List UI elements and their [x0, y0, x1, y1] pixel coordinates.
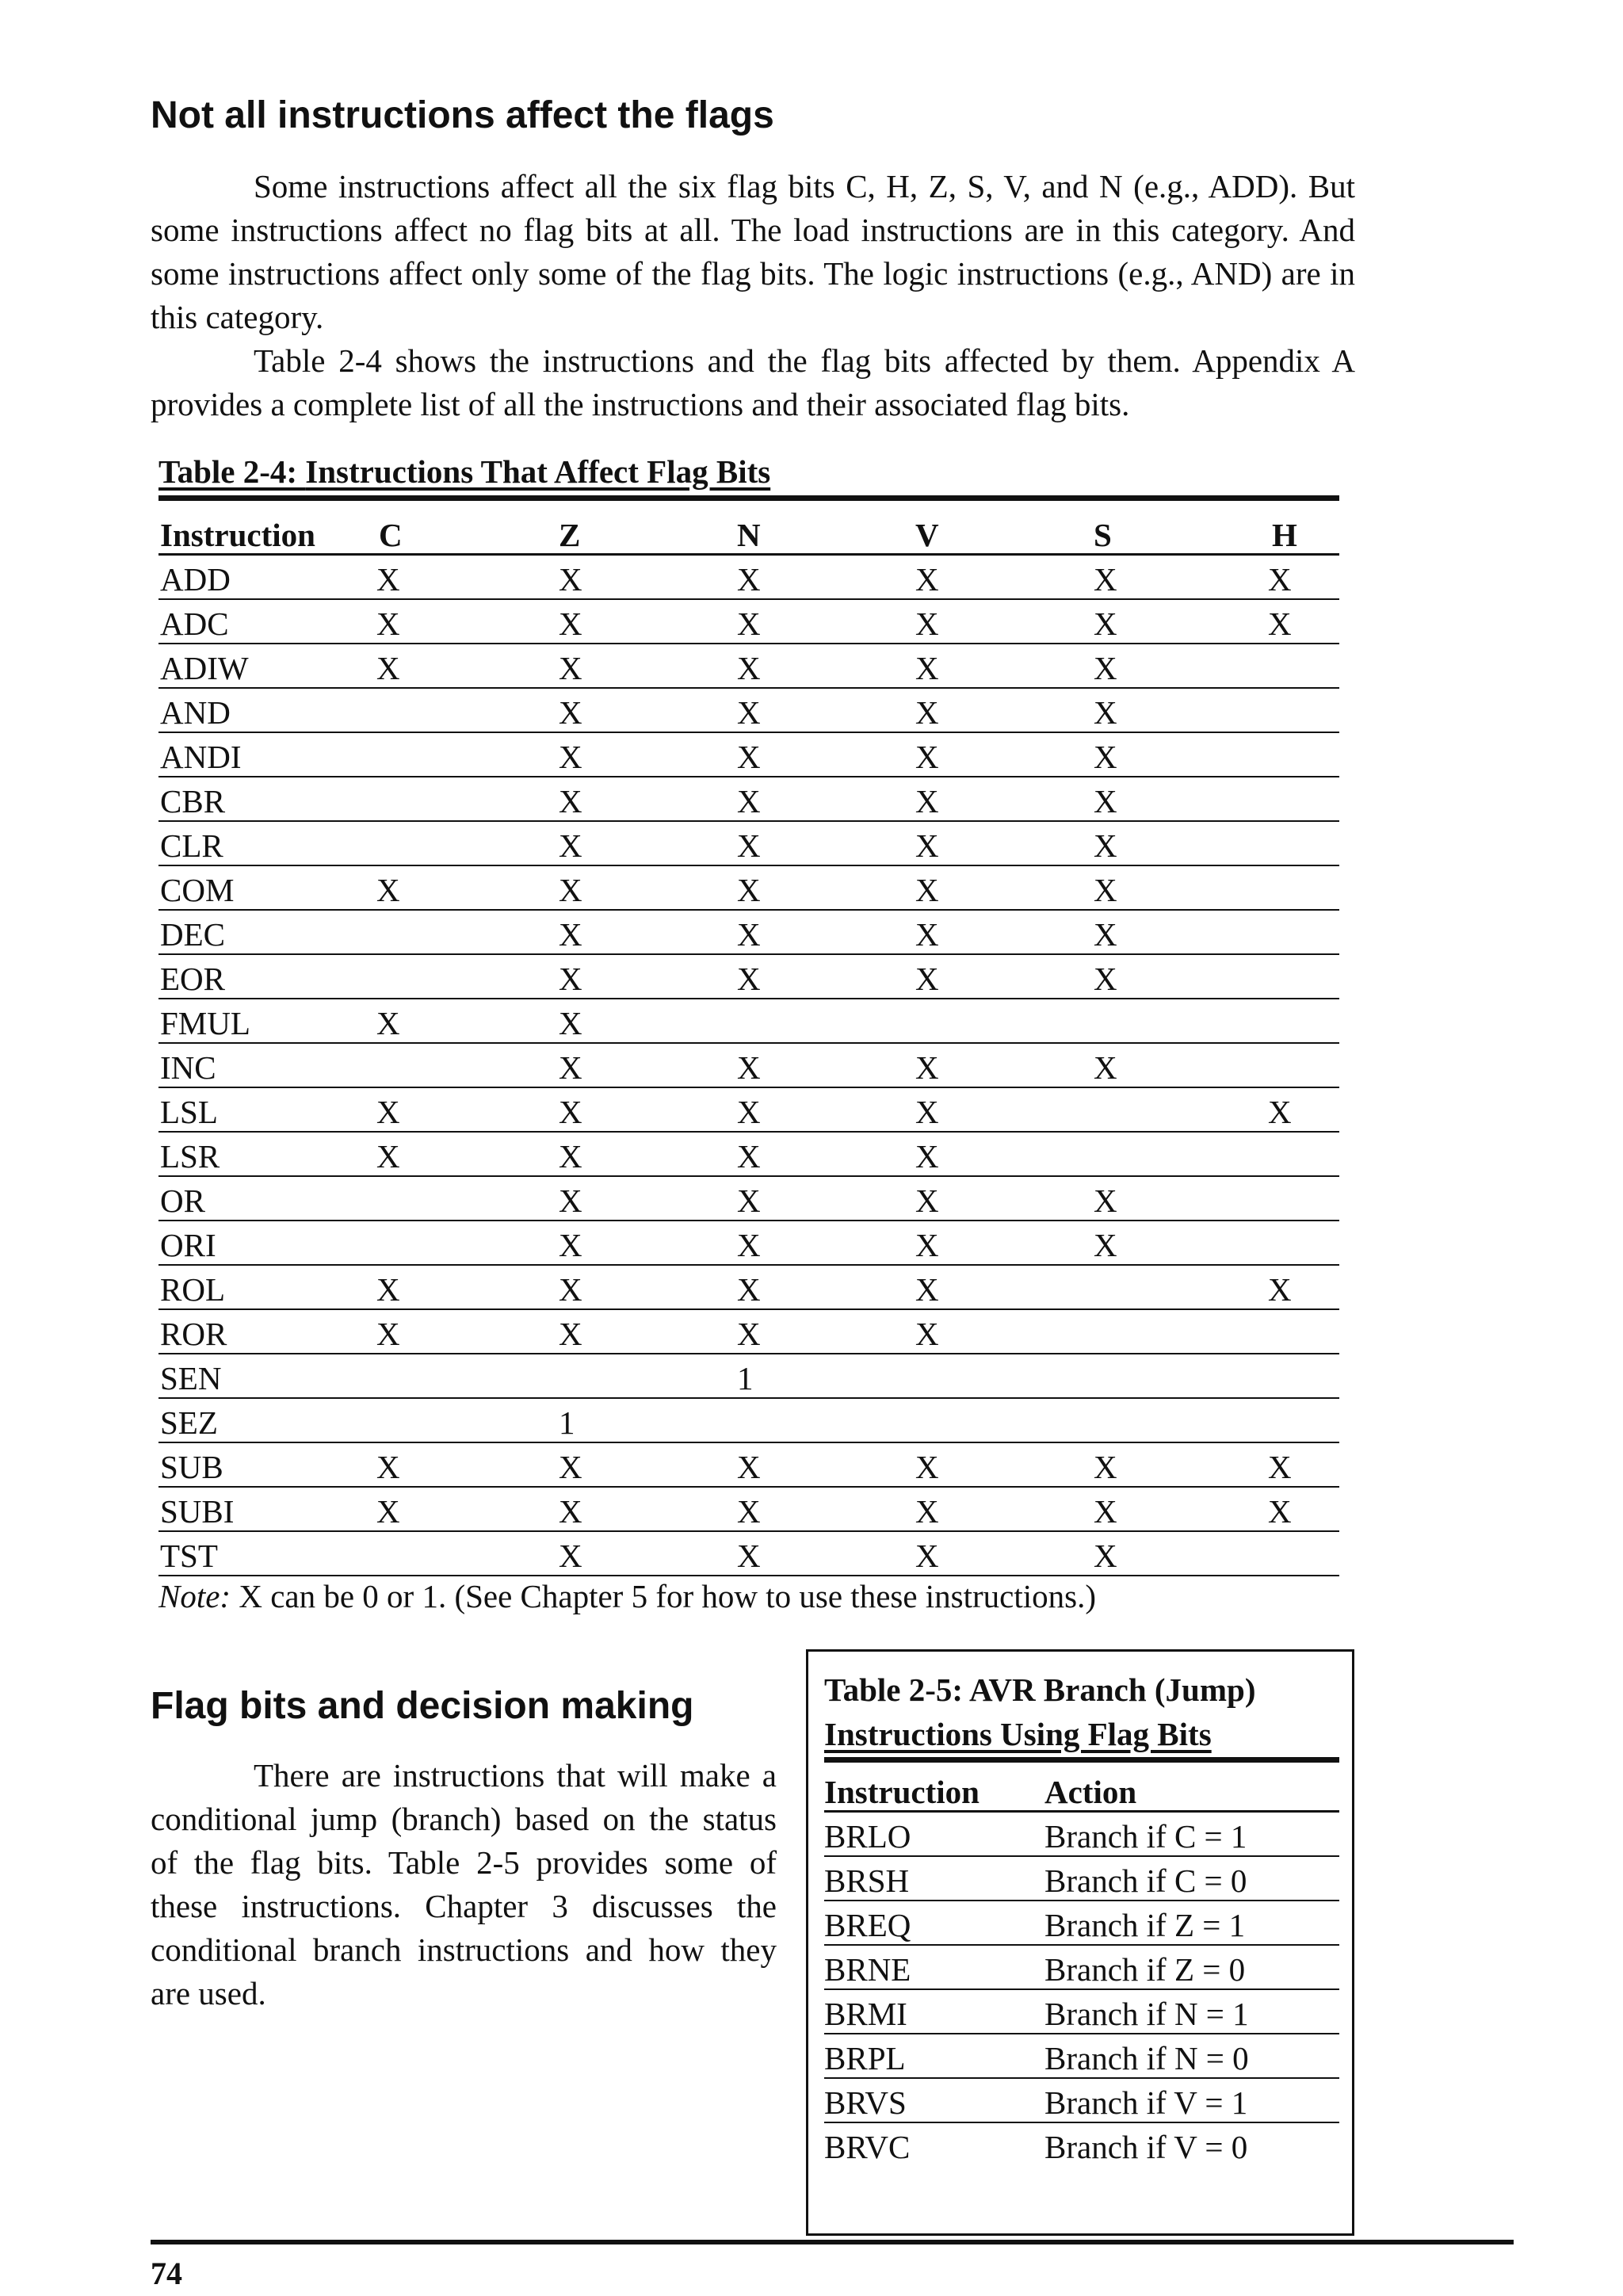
flag-cell: X [737, 650, 761, 686]
instruction-cell: ADIW [160, 650, 249, 686]
table-row [158, 1044, 1339, 1088]
flag-cell: X [376, 1138, 400, 1175]
table-2-5-title-line2: Instructions Using Flag Bits [824, 1716, 1212, 1752]
instruction-cell: SUBI [160, 1493, 235, 1530]
instruction-cell: BRVC [824, 2129, 911, 2165]
flag-cell: X [737, 916, 761, 953]
flag-cell: X [376, 1493, 400, 1530]
table-row [824, 1813, 1339, 1857]
flag-cell: X [1094, 783, 1117, 819]
instruction-cell: EOR [160, 961, 225, 997]
flag-cell: X [1094, 872, 1117, 908]
instruction-cell: SEZ [160, 1404, 218, 1441]
instruction-cell: BRVS [824, 2084, 907, 2121]
flag-cell: X [737, 872, 761, 908]
decision-paragraph: There are instructions that will make a conditional jump (branch) based on the status of the flag bits. Table 2-5 provides some of these instructions. Chapter 3 discusses the conditional branch instructions and how they are used. [151, 1757, 777, 2011]
table-2-4 [158, 511, 1339, 1576]
instruction-cell: BRMI [824, 1996, 907, 2032]
flag-cell: X [559, 1182, 582, 1219]
table-header-cell: Z [559, 517, 581, 553]
table-header-cell: S [1094, 517, 1112, 553]
instruction-cell: OR [160, 1182, 205, 1219]
table-row [158, 1354, 1339, 1399]
table-2-4-title-prefix: Table 2-4: [158, 453, 306, 490]
flag-cell: X [915, 1538, 939, 1574]
flag-cell: X [737, 1271, 761, 1308]
instruction-cell: BRLO [824, 1818, 911, 1855]
table-header-cell: Action [1044, 1774, 1137, 1810]
table-header-cell: N [737, 517, 761, 553]
flag-cell: X [559, 783, 582, 819]
flag-cell: X [559, 1094, 582, 1130]
note-label: Note: [158, 1578, 231, 1614]
table-row [158, 1532, 1339, 1576]
flag-cell: X [559, 961, 582, 997]
action-cell: Branch if N = 0 [1044, 2040, 1249, 2076]
flag-cell: X [915, 783, 939, 819]
table-header-cell: V [915, 517, 939, 553]
flag-cell: X [1094, 694, 1117, 731]
flag-cell: X [915, 827, 939, 864]
table-row [158, 1221, 1339, 1266]
table-row [824, 1857, 1339, 1901]
table-row [158, 1488, 1339, 1532]
flag-cell: X [737, 1538, 761, 1574]
table-reference-paragraph: Table 2-4 shows the instructions and the flag bits affected by them. Appendix A provides a complete list of all the instructions and their associated flag bits. [151, 342, 1355, 422]
flag-cell: X [737, 827, 761, 864]
flag-cell: X [559, 1049, 582, 1086]
flag-cell: X [1094, 1493, 1117, 1530]
flag-cell: X [915, 1138, 939, 1175]
flag-cell: X [1094, 1538, 1117, 1574]
intro-paragraph: Some instructions affect all the six flag bits C, H, Z, S, V, and N (e.g., ADD). But some instructions affect no flag bits at all. The load instructions are in this category. And some instructions affect only some of the flag bits. The logic instructions (e.g., AND) are in this category. [151, 168, 1355, 335]
instruction-cell: CLR [160, 827, 223, 864]
table-row [158, 644, 1339, 689]
table-header-cell: Instruction [160, 517, 315, 553]
flag-cell: X [1268, 1094, 1292, 1130]
flag-cell: X [559, 606, 582, 642]
flag-cell: X [559, 1271, 582, 1308]
flag-cell: X [737, 1094, 761, 1130]
action-cell: Branch if Z = 1 [1044, 1907, 1246, 1943]
flag-cell: X [376, 872, 400, 908]
action-cell: Branch if Z = 0 [1044, 1951, 1246, 1988]
table-row [158, 1443, 1339, 1488]
table-row [158, 1266, 1339, 1310]
flag-cell: X [915, 1316, 939, 1352]
flag-cell: X [1094, 1449, 1117, 1485]
flag-cell: X [1094, 916, 1117, 953]
flag-cell: X [559, 1449, 582, 1485]
flag-cell: X [1268, 606, 1292, 642]
flag-cell: X [915, 1227, 939, 1263]
flag-cell: X [376, 1094, 400, 1130]
instruction-cell: CBR [160, 783, 226, 819]
flag-cell: X [376, 1271, 400, 1308]
instruction-cell: ORI [160, 1227, 216, 1263]
flag-cell: X [737, 1449, 761, 1485]
flag-cell: X [1268, 1271, 1292, 1308]
table-2-4-top-rule [158, 495, 1339, 501]
note-text: X can be 0 or 1. (See Chapter 5 for how to use these instructions.) [231, 1578, 1097, 1614]
flag-cell: X [915, 1094, 939, 1130]
instruction-cell: BRSH [824, 1862, 910, 1899]
flag-cell: X [1094, 1049, 1117, 1086]
flag-cell: X [1094, 561, 1117, 598]
flag-cell: X [737, 783, 761, 819]
flag-cell: X [915, 1493, 939, 1530]
action-cell: Branch if C = 1 [1044, 1818, 1247, 1855]
flag-cell: X [1094, 606, 1117, 642]
instruction-cell: INC [160, 1049, 216, 1086]
table-header-cell: H [1272, 517, 1297, 553]
table-row [158, 1177, 1339, 1221]
flag-cell: X [376, 561, 400, 598]
instruction-cell: ADD [160, 561, 231, 598]
table-2-5-header-row [824, 1768, 1339, 1813]
action-cell: Branch if N = 1 [1044, 1996, 1249, 2032]
table-row [158, 777, 1339, 822]
instruction-cell: LSR [160, 1138, 220, 1175]
action-cell: Branch if V = 0 [1044, 2129, 1248, 2165]
table-row [824, 1990, 1339, 2034]
flag-cell: X [737, 1182, 761, 1219]
flag-cell: X [559, 1138, 582, 1175]
instruction-cell: BRNE [824, 1951, 911, 1988]
flag-cell: X [559, 872, 582, 908]
flag-cell: X [737, 561, 761, 598]
instruction-cell: DEC [160, 916, 225, 953]
instruction-cell: COM [160, 872, 235, 908]
table-2-4-header-row [158, 511, 1339, 556]
table-row [824, 1946, 1339, 1990]
table-row [158, 1310, 1339, 1354]
table-2-4-body [158, 556, 1339, 1576]
table-2-5-body [824, 1813, 1339, 2166]
flag-cell: X [1094, 650, 1117, 686]
table-row [824, 2034, 1339, 2079]
flag-cell: X [915, 694, 939, 731]
instruction-cell: AND [160, 694, 231, 731]
flag-cell: X [559, 1493, 582, 1530]
flag-cell: X [1094, 1182, 1117, 1219]
flag-cell: X [559, 650, 582, 686]
flag-cell: X [559, 1005, 582, 1041]
table-row [158, 733, 1339, 777]
section-heading-flags: Not all instructions affect the flags [151, 94, 774, 136]
flag-cell: X [915, 872, 939, 908]
table-row [158, 1133, 1339, 1177]
flag-cell: X [737, 606, 761, 642]
instruction-cell: ROR [160, 1316, 227, 1352]
flag-cell: X [376, 1005, 400, 1041]
instruction-cell: ADC [160, 606, 229, 642]
instruction-cell: SUB [160, 1449, 223, 1485]
table-row [158, 999, 1339, 1044]
flag-cell: X [376, 650, 400, 686]
table-row [158, 866, 1339, 911]
flag-cell: X [376, 1449, 400, 1485]
flag-cell: X [1268, 561, 1292, 598]
table-2-5-box [806, 1649, 1354, 2236]
flag-cell: X [737, 1316, 761, 1352]
flag-cell: X [559, 561, 582, 598]
table-2-4-title [158, 452, 770, 491]
flag-cell: X [915, 916, 939, 953]
flag-cell: X [737, 961, 761, 997]
flag-cell: X [915, 739, 939, 775]
flag-cell: X [1094, 739, 1117, 775]
flag-cell: X [737, 1493, 761, 1530]
table-row [824, 2123, 1339, 2166]
table-row [824, 2079, 1339, 2123]
instruction-cell: TST [160, 1538, 218, 1574]
flag-cell: X [737, 739, 761, 775]
instruction-cell: FMUL [160, 1005, 250, 1041]
flag-cell: X [915, 561, 939, 598]
action-cell: Branch if V = 1 [1044, 2084, 1248, 2121]
table-2-5 [824, 1768, 1339, 2166]
instruction-cell: SEN [160, 1360, 222, 1396]
flag-cell: X [737, 1138, 761, 1175]
flag-cell: X [376, 1316, 400, 1352]
table-header-cell: C [379, 517, 403, 553]
section-heading-decision-making: Flag bits and decision making [151, 1685, 694, 1727]
flag-cell: X [737, 1049, 761, 1086]
flag-cell: X [1094, 827, 1117, 864]
flag-cell: X [559, 1316, 582, 1352]
footer-rule [151, 2240, 1514, 2244]
flag-cell: X [915, 1182, 939, 1219]
table-row [158, 556, 1339, 600]
table-header-cell: Instruction [824, 1774, 980, 1810]
flag-cell: X [1268, 1493, 1292, 1530]
flag-cell: X [915, 1449, 939, 1485]
flag-cell: X [915, 1271, 939, 1308]
flag-cell: X [915, 606, 939, 642]
table-2-5-top-rule [824, 1757, 1339, 1763]
flag-cell: X [559, 1227, 582, 1263]
flag-cell: X [915, 650, 939, 686]
flag-cell: X [1094, 961, 1117, 997]
flag-cell: X [559, 827, 582, 864]
table-row [158, 822, 1339, 866]
flag-cell: 1 [737, 1360, 754, 1396]
flag-cell: X [376, 606, 400, 642]
instruction-cell: BREQ [824, 1907, 911, 1943]
table-note [158, 1577, 1096, 1615]
flag-cell: X [1268, 1449, 1292, 1485]
flag-cell: X [1094, 1227, 1117, 1263]
action-cell: Branch if C = 0 [1044, 1862, 1247, 1899]
table-row [158, 911, 1339, 955]
flag-cell: X [559, 916, 582, 953]
table-row [158, 689, 1339, 733]
flag-cell: X [737, 1227, 761, 1263]
table-2-4-title-main: Instructions That Affect Flag Bits [305, 453, 771, 490]
table-row [158, 600, 1339, 644]
flag-cell: X [915, 961, 939, 997]
flag-cell: 1 [559, 1404, 575, 1441]
instruction-cell: LSL [160, 1094, 218, 1130]
instruction-cell: ANDI [160, 739, 242, 775]
page-number: 74 [151, 2256, 182, 2291]
table-row [158, 1399, 1339, 1443]
flag-cell: X [559, 739, 582, 775]
flag-cell: X [737, 694, 761, 731]
flag-cell: X [915, 1049, 939, 1086]
flag-cell: X [559, 1538, 582, 1574]
table-row [158, 1088, 1339, 1133]
table-row [158, 955, 1339, 999]
table-row [824, 1901, 1339, 1946]
table-2-5-title-line1: Table 2-5: AVR Branch (Jump) [824, 1671, 1256, 1708]
table-2-5-title [824, 1668, 1255, 1756]
flag-cell: X [559, 694, 582, 731]
instruction-cell: ROL [160, 1271, 225, 1308]
instruction-cell: BRPL [824, 2040, 906, 2076]
